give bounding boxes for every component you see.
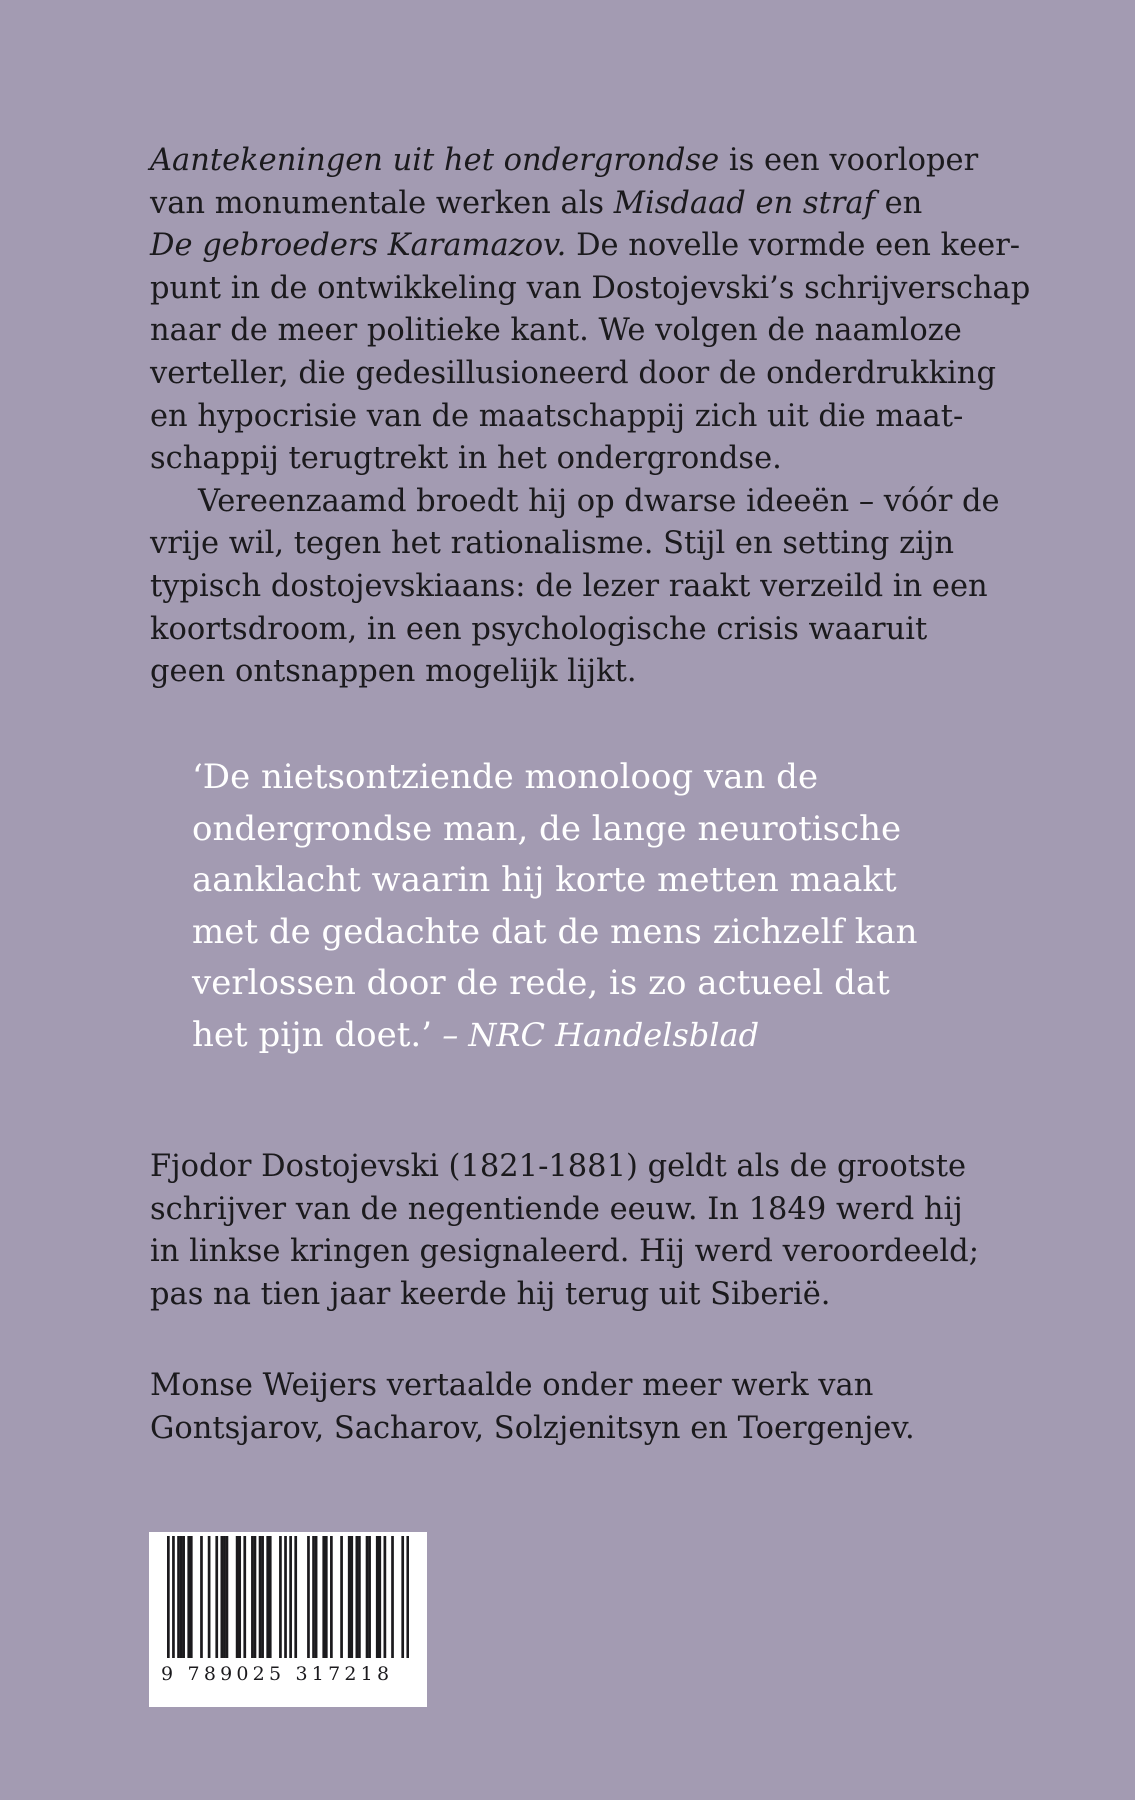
barcode-bar xyxy=(226,1536,229,1658)
barcode-bar xyxy=(261,1536,264,1658)
barcode-bar xyxy=(325,1536,328,1658)
barcode-bar xyxy=(356,1536,359,1658)
barcode-bar xyxy=(340,1536,343,1658)
barcode-bar xyxy=(330,1536,333,1658)
barcode-bar xyxy=(266,1536,269,1658)
isbn-barcode xyxy=(149,1532,427,1707)
barcode-bar xyxy=(378,1536,381,1658)
barcode-bar xyxy=(315,1536,318,1658)
translator-note xyxy=(150,1365,1020,1450)
barcode-bar xyxy=(251,1536,254,1658)
blurb-line: punt in de ontwikkeling van Dostojevski’s schrijverschap xyxy=(150,270,1031,306)
blurb-line: naar de meer politieke kant. We volgen de naamloze xyxy=(150,313,962,349)
work-title: Misdaad en straf xyxy=(613,185,875,221)
barcode-bar xyxy=(172,1536,175,1658)
bio-line: schrijver van de negentiende eeuw. In 1849 werd hij xyxy=(150,1191,963,1227)
barcode-bar xyxy=(208,1536,211,1658)
quote-line: ondergrondse man, de lange neurotische xyxy=(192,808,902,849)
barcode-bar xyxy=(243,1536,246,1658)
barcode-bar xyxy=(406,1536,409,1658)
barcode-bar xyxy=(350,1536,353,1658)
blurb-line: typisch dostojevskiaans: de lezer raakt verzeild in een xyxy=(150,568,988,604)
blurb-line: geen ontsnappen mogelijk lijkt. xyxy=(150,654,637,690)
blurb-line: De gebroeders Karamazov. De novelle vormde een keer- xyxy=(150,228,1021,264)
barcode-bar xyxy=(177,1536,180,1658)
barcode-bar xyxy=(384,1536,387,1658)
blurb-line: van monumentale werken als Misdaad en straf en xyxy=(150,185,923,221)
barcode-bar xyxy=(358,1536,361,1658)
quote-line: ‘De nietsontziende monoloog van de xyxy=(192,757,819,797)
author-bio xyxy=(150,1146,1020,1316)
barcode-bar xyxy=(391,1536,394,1658)
translator-line: Monse Weijers vertaalde onder meer werk van xyxy=(150,1368,874,1403)
barcode-bar xyxy=(289,1536,292,1658)
barcode-bar xyxy=(279,1536,282,1658)
blurb-line: schappij terugtrekt in het ondergrondse. xyxy=(150,441,782,477)
barcode-bar xyxy=(200,1536,203,1658)
barcode-bar xyxy=(368,1536,371,1658)
isbn-number: 9 789025 317218 xyxy=(161,1663,394,1685)
cover-blurb xyxy=(150,140,1031,694)
blurb-line: Vereenzaamd broedt hij op dwarse ideeën – vóór de xyxy=(198,483,1000,519)
barcode-bar xyxy=(236,1536,239,1658)
barcode-bar xyxy=(312,1536,315,1658)
press-quote xyxy=(192,752,1012,1061)
barcode-bar xyxy=(284,1536,287,1658)
blurb-paragraph-1 xyxy=(150,140,1031,481)
quote-line: verlossen door de rede, is zo actueel dat xyxy=(192,963,890,1003)
barcode-bar xyxy=(182,1536,185,1658)
barcode-bar xyxy=(254,1536,257,1658)
quote-line: met de gedachte dat de mens zichzelf kan xyxy=(192,911,918,952)
quote-line: aanklacht waarin hij korte metten maakt xyxy=(192,860,897,900)
work-title: De gebroeders Karamazov. xyxy=(150,228,567,264)
barcode-bar xyxy=(215,1536,218,1658)
blurb-line: vrije wil, tegen het rationalisme. Stijl en setting zijn xyxy=(150,526,955,562)
blurb-paragraph-2 xyxy=(150,481,1020,694)
quote-line: het pijn doet.’ – NRC Handelsblad xyxy=(192,1014,760,1055)
bio-line: pas na tien jaar keerde hij terug uit Siberië. xyxy=(150,1276,831,1312)
barcode-bar xyxy=(401,1536,404,1658)
barcode-bar xyxy=(348,1536,351,1658)
barcode-bar xyxy=(220,1536,223,1658)
barcode-bars xyxy=(167,1536,409,1658)
barcode-bar xyxy=(190,1536,193,1658)
barcode-bar xyxy=(259,1536,262,1658)
blurb-line: Aantekeningen uit het ondergrondse is een voorloper xyxy=(150,143,979,178)
bio-line: in linkse kringen gesignaleerd. Hij werd veroordeeld; xyxy=(150,1234,979,1269)
barcode-bar xyxy=(307,1536,310,1658)
bio-line: Fjodor Dostojevski (1821-1881) geldt als de grootste xyxy=(150,1149,966,1184)
quote-source: – NRC Handelsblad xyxy=(432,1015,760,1054)
barcode-bar xyxy=(269,1536,272,1658)
barcode-bar xyxy=(366,1536,369,1658)
barcode-bar xyxy=(322,1536,325,1658)
book-title: Aantekeningen uit het ondergrondse xyxy=(150,143,720,178)
barcode-bar xyxy=(376,1536,379,1658)
blurb-line: verteller, die gedesillusioneerd door de onderdrukking xyxy=(150,355,996,391)
barcode-bar xyxy=(238,1536,241,1658)
blurb-line: koortsdroom, in een psychologische crisis waaruit xyxy=(150,611,928,647)
barcode-bar xyxy=(180,1536,183,1658)
barcode-bar xyxy=(294,1536,297,1658)
barcode-bar xyxy=(167,1536,170,1658)
translator-line: Gontsjarov, Sacharov, Solzjenitsyn en Toergenjev. xyxy=(150,1410,915,1446)
barcode-bar xyxy=(187,1536,190,1658)
blurb-line: en hypocrisie van de maatschappij zich uit die maat- xyxy=(150,398,964,434)
barcode-bar xyxy=(223,1536,226,1658)
